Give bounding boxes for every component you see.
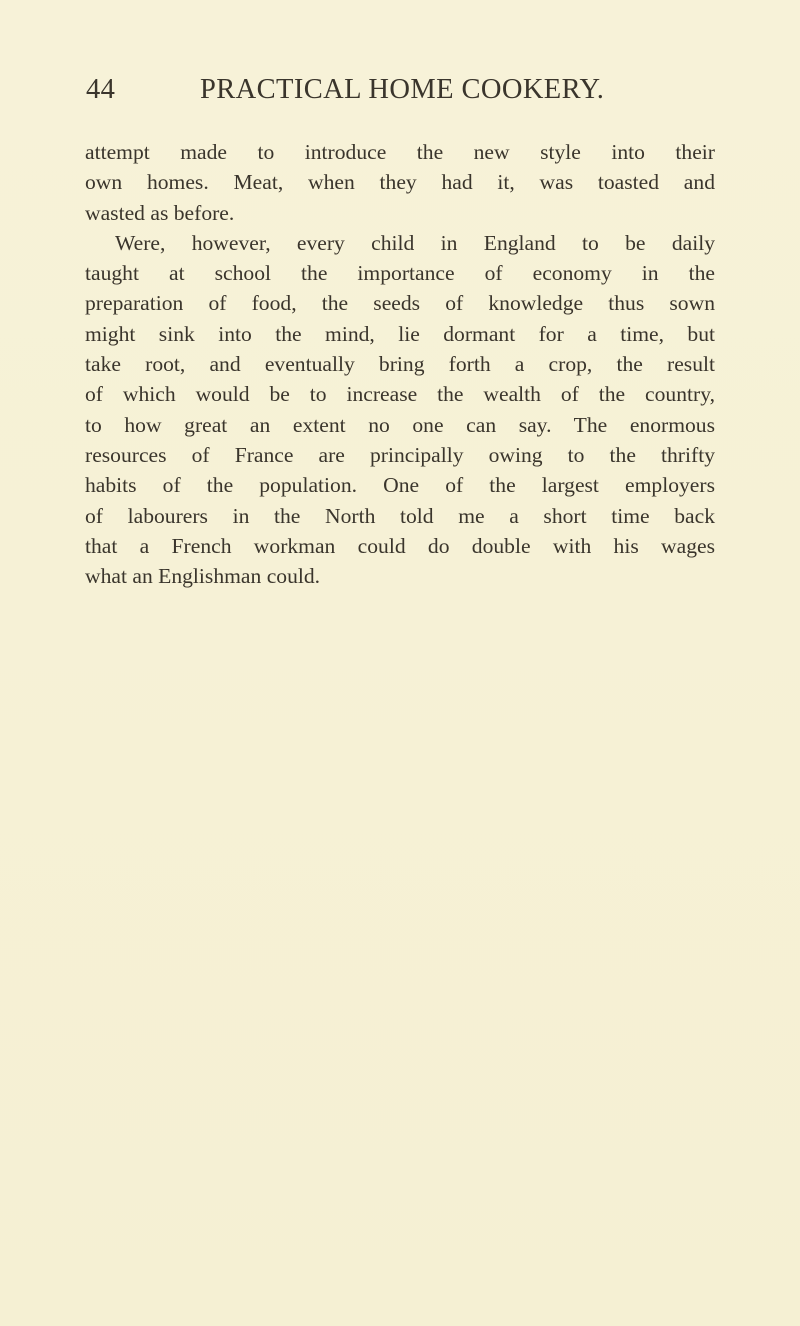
paragraph-1 [85,137,715,228]
text-line: what an Englishman could. [85,564,321,589]
text-line: taught at school the importance of economy in the [85,261,715,286]
text-line: attempt made to introduce the new style into their [85,140,715,164]
text-line: of which would be to increase the wealth of the country, [85,382,715,407]
body-text [85,137,715,591]
text-line: might sink into the mind, lie dormant for a time, but [85,321,715,346]
page-title: PRACTICAL HOME COOKERY. [200,74,605,105]
paragraph-2 [85,228,715,592]
text-line: Were, however, every child in England to be daily [115,230,715,255]
text-line: to how great an extent no one can say. The enormous [85,412,715,437]
running-head [86,74,718,114]
text-line: that a French workman could do double with his wages [85,533,715,558]
text-line: preparation of food, the seeds of knowledge thus sown [85,291,715,316]
text-line: take root, and eventually bring forth a crop, the result [85,352,715,377]
text-line: of labourers in the North told me a short time back [85,503,715,528]
page-number: 44 [86,74,116,105]
text-line: own homes. Meat, when they had it, was toasted and [85,170,715,195]
text-line: wasted as before. [85,200,235,225]
text-line: resources of France are principally owing to the thrifty [85,442,715,467]
text-line: habits of the population. One of the largest employers [85,473,715,498]
